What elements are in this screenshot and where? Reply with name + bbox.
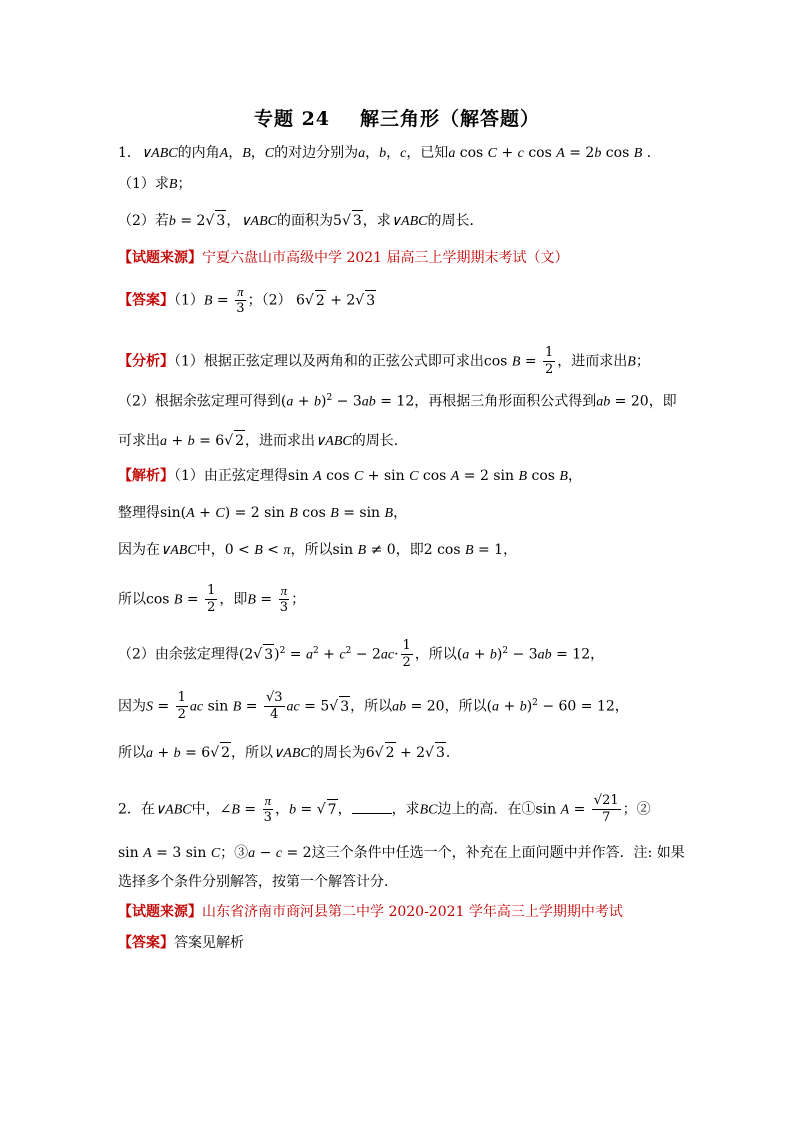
q1-analysis-1: 【分析】（1）根据正弦定理以及两角和的正弦公式即可求出cos B = $\frac{1}{2}$ ，进而求出B； xyxy=(118,345,650,377)
q1-part2: （2）若b = 2√ 3，∨ABC的面积为5√ 3，求∨ABC的周长． xyxy=(118,210,483,232)
q1-analysis-2: （2）根据余弦定理可得到$(a + b)^2 - 3ab = 12$，再根据三角形面积公式得到ab = 20，即 xyxy=(118,393,677,410)
q1-solution-6: 因为S = $\frac{1}{2}$ ac sin B = $\frac{√3}{4}$ ac = 5√ 3，所以ab = 20，所以$(a + b)^2 - 60 = 12$， xyxy=(118,690,629,722)
q1-solution-1: 【解析】（1）由正弦定理得sin A cos C + sin C cos A = 2 sin B cos B， xyxy=(118,468,582,484)
fill-blank xyxy=(352,799,392,814)
q1-analysis-3: 可求出a + b = 6√ 2，进而求出∨ABC的周长． xyxy=(118,430,408,452)
page-title: 专题 24 解三角形（解答题） xyxy=(253,108,541,130)
q1-solution-2: 整理得sin(A + C) = 2 sin B cos B = sin B， xyxy=(118,505,408,521)
q2-answer: 【答案】答案见解析 xyxy=(118,935,244,951)
q2-source: 【试题来源】山东省济南市商河县第二中学 2020-2021 学年高三上学期期中考试 xyxy=(118,904,623,920)
q1-solution-4: 所以cos B = $\frac{1}{2}$ ，即B = $\frac{\pi}{3}$ ； xyxy=(118,583,306,615)
q1-solution-5: （2）由余弦定理得(2√ $3)^2 = a^2 + c^2 - 2ac\cdot$ $\frac{1}{2}$ ，所以$(a + b)^2 - 3ab = 12$， xyxy=(118,638,605,670)
q1-source: 【试题来源】宁夏六盘山市高级中学 2021 届高三上学期期末考试（文） xyxy=(118,250,569,266)
q1-part1: （1）求B； xyxy=(118,176,192,192)
q2-line2: sin A = 3 sin C；③a − c = 2这三个条件中任选一个，补充在上面问题中并作答．注: 如果 xyxy=(118,845,685,861)
q1-stem: 1．∨ABC的内角A，B，C的对边分别为a，b，c，已知a cos C + c cos A = 2b cos B ． xyxy=(118,145,661,161)
q2-line3: 选择多个条件分别解答，按第一个解答计分． xyxy=(118,874,398,890)
q1-answer: 【答案】（1）B = $\frac{\pi}{3}$ ；（2） 6√ 2 + 2√ 3 xyxy=(118,284,376,316)
q1-solution-3: 因为在∨ABC中，0 < B < π，所以sin B ≠ 0，即2 cos B = 1， xyxy=(118,542,518,558)
q2-stem: 2．在∨ABC中，∠B = $\frac{\pi}{3}$ ，b = √ 7， ，求BC边上的高．在①sin A = $\frac{√21}{7}$ ；② xyxy=(118,793,651,825)
q1-solution-7: 所以a + b = 6√ 2，所以∨ABC的周长为6√ 2 + 2√ 3． xyxy=(118,742,460,764)
